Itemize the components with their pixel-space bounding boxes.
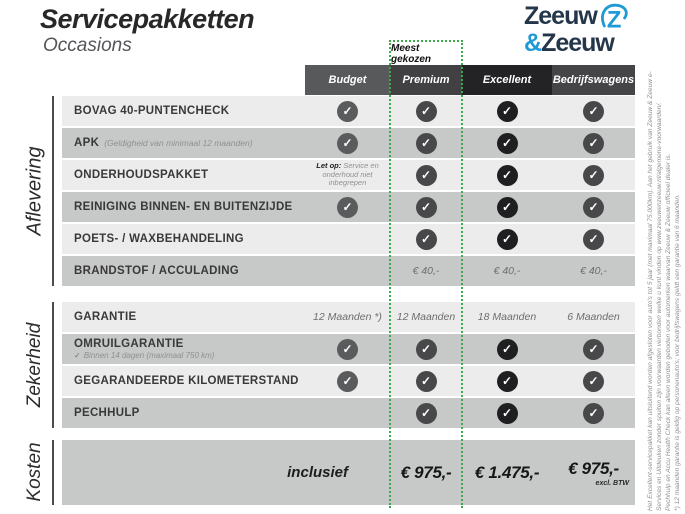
check-icon: ✓ [337, 197, 358, 218]
cell-value: € 40,- [412, 265, 440, 277]
check-icon: ✓ [583, 371, 604, 392]
cell-value: 12 Maanden [396, 311, 456, 323]
table-row [62, 302, 635, 332]
section-label-zekerheid: Zekerheid [24, 322, 45, 408]
row-label: BOVAG 40-PUNTENCHECK [74, 105, 230, 117]
cell-value: 18 Maanden [477, 311, 537, 323]
price-excellent: € 1.475,- [474, 462, 540, 482]
row-sublabel: ✓ Binnen 14 dagen (maximaal 750 km) [74, 351, 215, 360]
check-icon: ✓ [583, 229, 604, 250]
section-label-aflevering: Aflevering [23, 146, 46, 236]
column-header-budget: Budget [305, 65, 390, 95]
logo-line2 [524, 29, 654, 57]
most-chosen-badge: Meest gekozen [389, 40, 463, 65]
table-row [62, 192, 635, 222]
table-row [62, 334, 635, 364]
check-icon: ✓ [416, 165, 437, 186]
section-divider [52, 440, 54, 505]
check-icon: ✓ [337, 371, 358, 392]
column-header-bedrijfswagens: Bedrijfswagens [552, 65, 635, 95]
row-label: POETS- / WAXBEHANDELING [74, 233, 244, 245]
check-icon: ✓ [337, 339, 358, 360]
check-icon: ✓ [416, 133, 437, 154]
check-icon: ✓ [583, 165, 604, 186]
cell-value: 6 Maanden [567, 311, 620, 323]
check-icon: ✓ [497, 133, 518, 154]
footnote-line: Services en Uitdeuken zonder spuiten zijn voorwaarden verbonden welke u kunt vinden op www.zeeuwenzeeuw.nl/algemene-voorwaarden/. [656, 101, 663, 511]
section-divider [52, 302, 54, 428]
check-icon: ✓ [497, 165, 518, 186]
table-row [62, 366, 635, 396]
logo-word2: Zeeuw [541, 29, 614, 57]
check-icon: ✓ [497, 197, 518, 218]
logo-ampersand: & [524, 29, 542, 57]
check-icon: ✓ [416, 197, 437, 218]
price-bedrijfswagens: € 975,- [568, 458, 619, 478]
cell-value: 12 Maanden *) [313, 311, 382, 323]
check-icon: ✓ [416, 371, 437, 392]
budget-note: Let op: Service en onderhoud niet inbegrepen [316, 161, 379, 188]
table-row [62, 128, 635, 158]
inclusief-label: inclusief [287, 464, 348, 481]
check-icon: ✓ [416, 101, 437, 122]
check-icon: ✓ [497, 229, 518, 250]
table-header-row [305, 65, 635, 95]
row-label: PECHHULP [74, 407, 140, 419]
svg-text:Z: Z [606, 6, 621, 33]
check-icon: ✓ [583, 101, 604, 122]
price-note: excl. BTW [595, 479, 629, 487]
section-zekerheid [62, 302, 635, 430]
section-label-kosten: Kosten [24, 442, 45, 502]
cell-value: € 40,- [493, 265, 521, 277]
table-row [62, 398, 635, 428]
row-sublabel: (Geldigheid van minimaal 12 maanden) [104, 138, 253, 148]
check-icon: ✓ [416, 403, 437, 424]
row-label: ONDERHOUDSPAKKET [74, 169, 209, 181]
page-subtitle: Occasions [43, 35, 132, 56]
table-row [62, 256, 635, 286]
cell-value: € 40,- [580, 265, 607, 277]
kosten-row [62, 440, 635, 505]
check-icon: ✓ [416, 339, 437, 360]
footnote-line: Het Excellent-servicepakket kan uitsluitend worden afgesloten voor auto's tot 5 jaar (met maximaal 75.000km). Aan het gebruik van Zeeuw & Zeeuw e- [647, 71, 654, 511]
table-row [62, 96, 635, 126]
footnote-line: *) 12 maanden garantie is geldig op personenauto's; voor bedrijfswagens geldt een garantie van 6 maanden. [674, 194, 681, 511]
company-logo [524, 2, 654, 57]
price-premium: € 975,- [400, 462, 452, 482]
check-icon: ✓ [337, 133, 358, 154]
check-icon: ✓ [497, 101, 518, 122]
check-icon: ✓ [583, 133, 604, 154]
table-row [62, 160, 635, 190]
column-header-premium: Premium [390, 65, 462, 95]
page-title: Servicepakketten [40, 4, 255, 34]
check-icon: ✓ [497, 371, 518, 392]
row-label: BRANDSTOF / ACCULADING [74, 265, 240, 277]
check-icon: ✓ [583, 197, 604, 218]
check-icon: ✓ [497, 339, 518, 360]
column-header-excellent: Excellent [462, 65, 552, 95]
check-icon: ✓ [583, 403, 604, 424]
small-check-icon: ✓ [74, 351, 81, 360]
check-icon: ✓ [583, 339, 604, 360]
logo-word1: Zeeuw [524, 2, 597, 30]
row-label: GEGARANDEERDE KILOMETERSTAND [74, 375, 299, 387]
row-label: OMRUILGARANTIE [74, 338, 184, 350]
check-icon: ✓ [337, 101, 358, 122]
section-aflevering [62, 96, 635, 288]
footnotes [646, 59, 682, 511]
section-divider [52, 96, 54, 286]
check-icon: ✓ [497, 403, 518, 424]
row-label: APK [74, 137, 100, 149]
table-row [62, 224, 635, 254]
check-icon: ✓ [416, 229, 437, 250]
row-label: GARANTIE [74, 311, 137, 323]
footnote-line: Pechhulp en Accu Health Check kan alleen worden geboden voor automerken waarvan Zeeuw & Zeeuw officieel dealer is. [665, 153, 672, 511]
row-label: REINIGING BINNEN- EN BUITENZIJDE [74, 201, 293, 213]
